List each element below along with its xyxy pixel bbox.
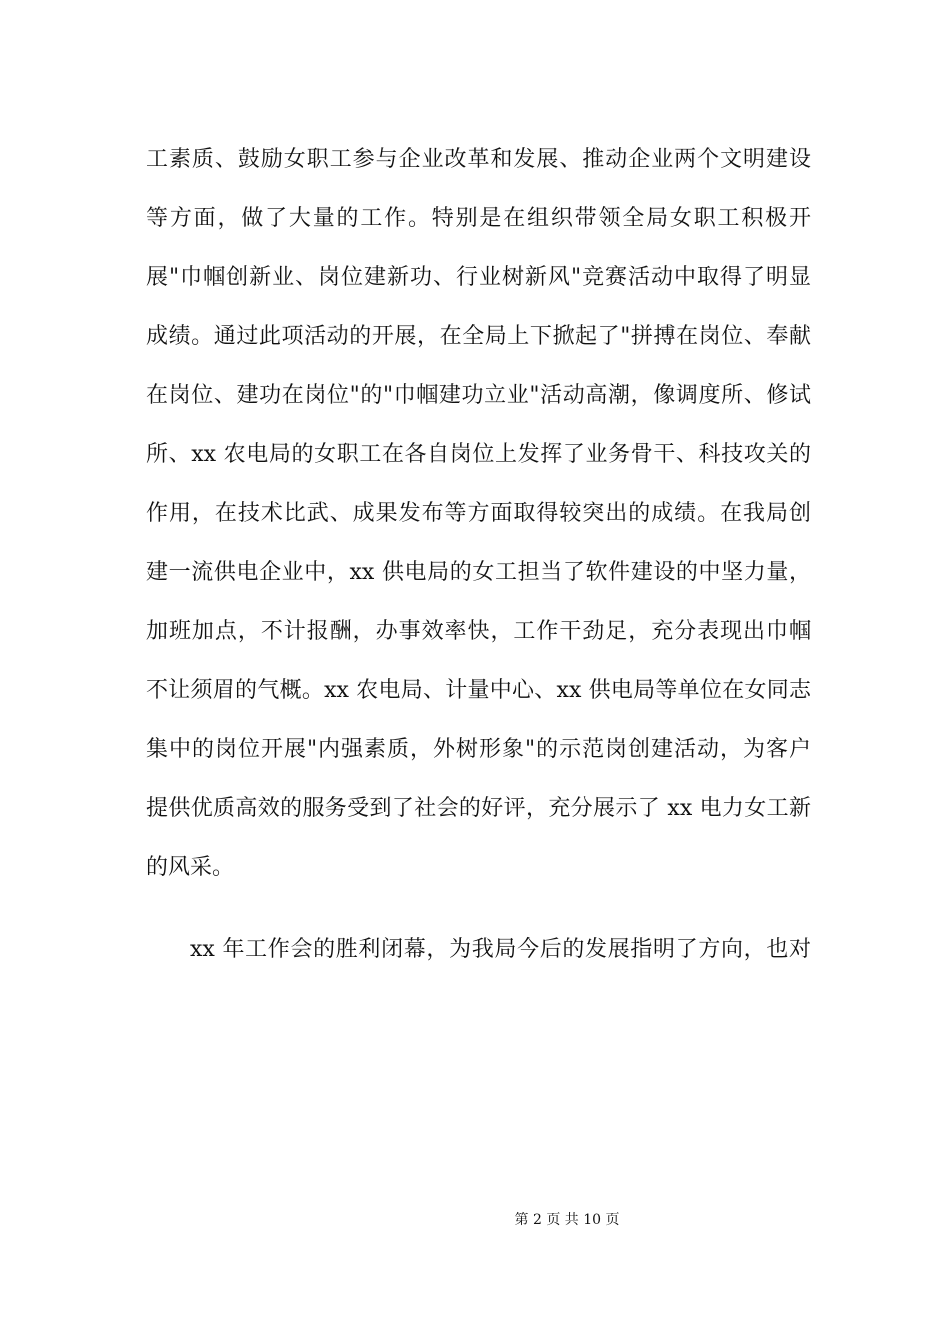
text-line: 等方面，做了大量的工作。特别是在组织带领全局女职工积极开	[146, 206, 811, 231]
text-line: 的风采。	[146, 855, 235, 880]
text-line: 提供优质高效的服务受到了社会的好评，充分展示了 xx 电力女工新	[146, 796, 811, 821]
body-text	[146, 130, 811, 979]
text-line: 成绩。通过此项活动的开展，在全局上下掀起了"拼搏在岗位、奉献	[146, 324, 811, 349]
text-line: 建一流供电企业中，xx 供电局的女工担当了软件建设的中坚力量，	[146, 560, 811, 585]
paragraph-1	[146, 130, 811, 897]
text-line: 在岗位、建功在岗位"的"巾帼建功立业"活动高潮，像调度所、修试	[146, 383, 811, 408]
paragraph-gap	[146, 897, 811, 920]
text-line: 作用，在技术比武、成果发布等方面取得较突出的成绩。在我局创	[146, 501, 811, 526]
text-line: 所、xx 农电局的女职工在各自岗位上发挥了业务骨干、科技攻关的	[146, 442, 811, 467]
paragraph-2	[146, 920, 811, 979]
page-footer	[0, 1200, 950, 1240]
text-line: 加班加点，不计报酬，办事效率快，工作干劲足，充分表现出巾帼	[146, 619, 811, 644]
text-line: 展"巾帼创新业、岗位建新功、行业树新风"竞赛活动中取得了明显	[146, 265, 811, 290]
text-line: xx 年工作会的胜利闭幕，为我局今后的发展指明了方向，也对	[190, 937, 811, 962]
text-line: 不让须眉的气概。xx 农电局、计量中心、xx 供电局等单位在女同志	[146, 678, 811, 703]
text-line: 集中的岗位开展"内强素质，外树形象"的示范岗创建活动，为客户	[146, 737, 811, 762]
page-number: 第 2 页 共 10 页	[514, 1212, 620, 1228]
text-line: 工素质、鼓励女职工参与企业改革和发展、推动企业两个文明建设	[146, 147, 811, 172]
